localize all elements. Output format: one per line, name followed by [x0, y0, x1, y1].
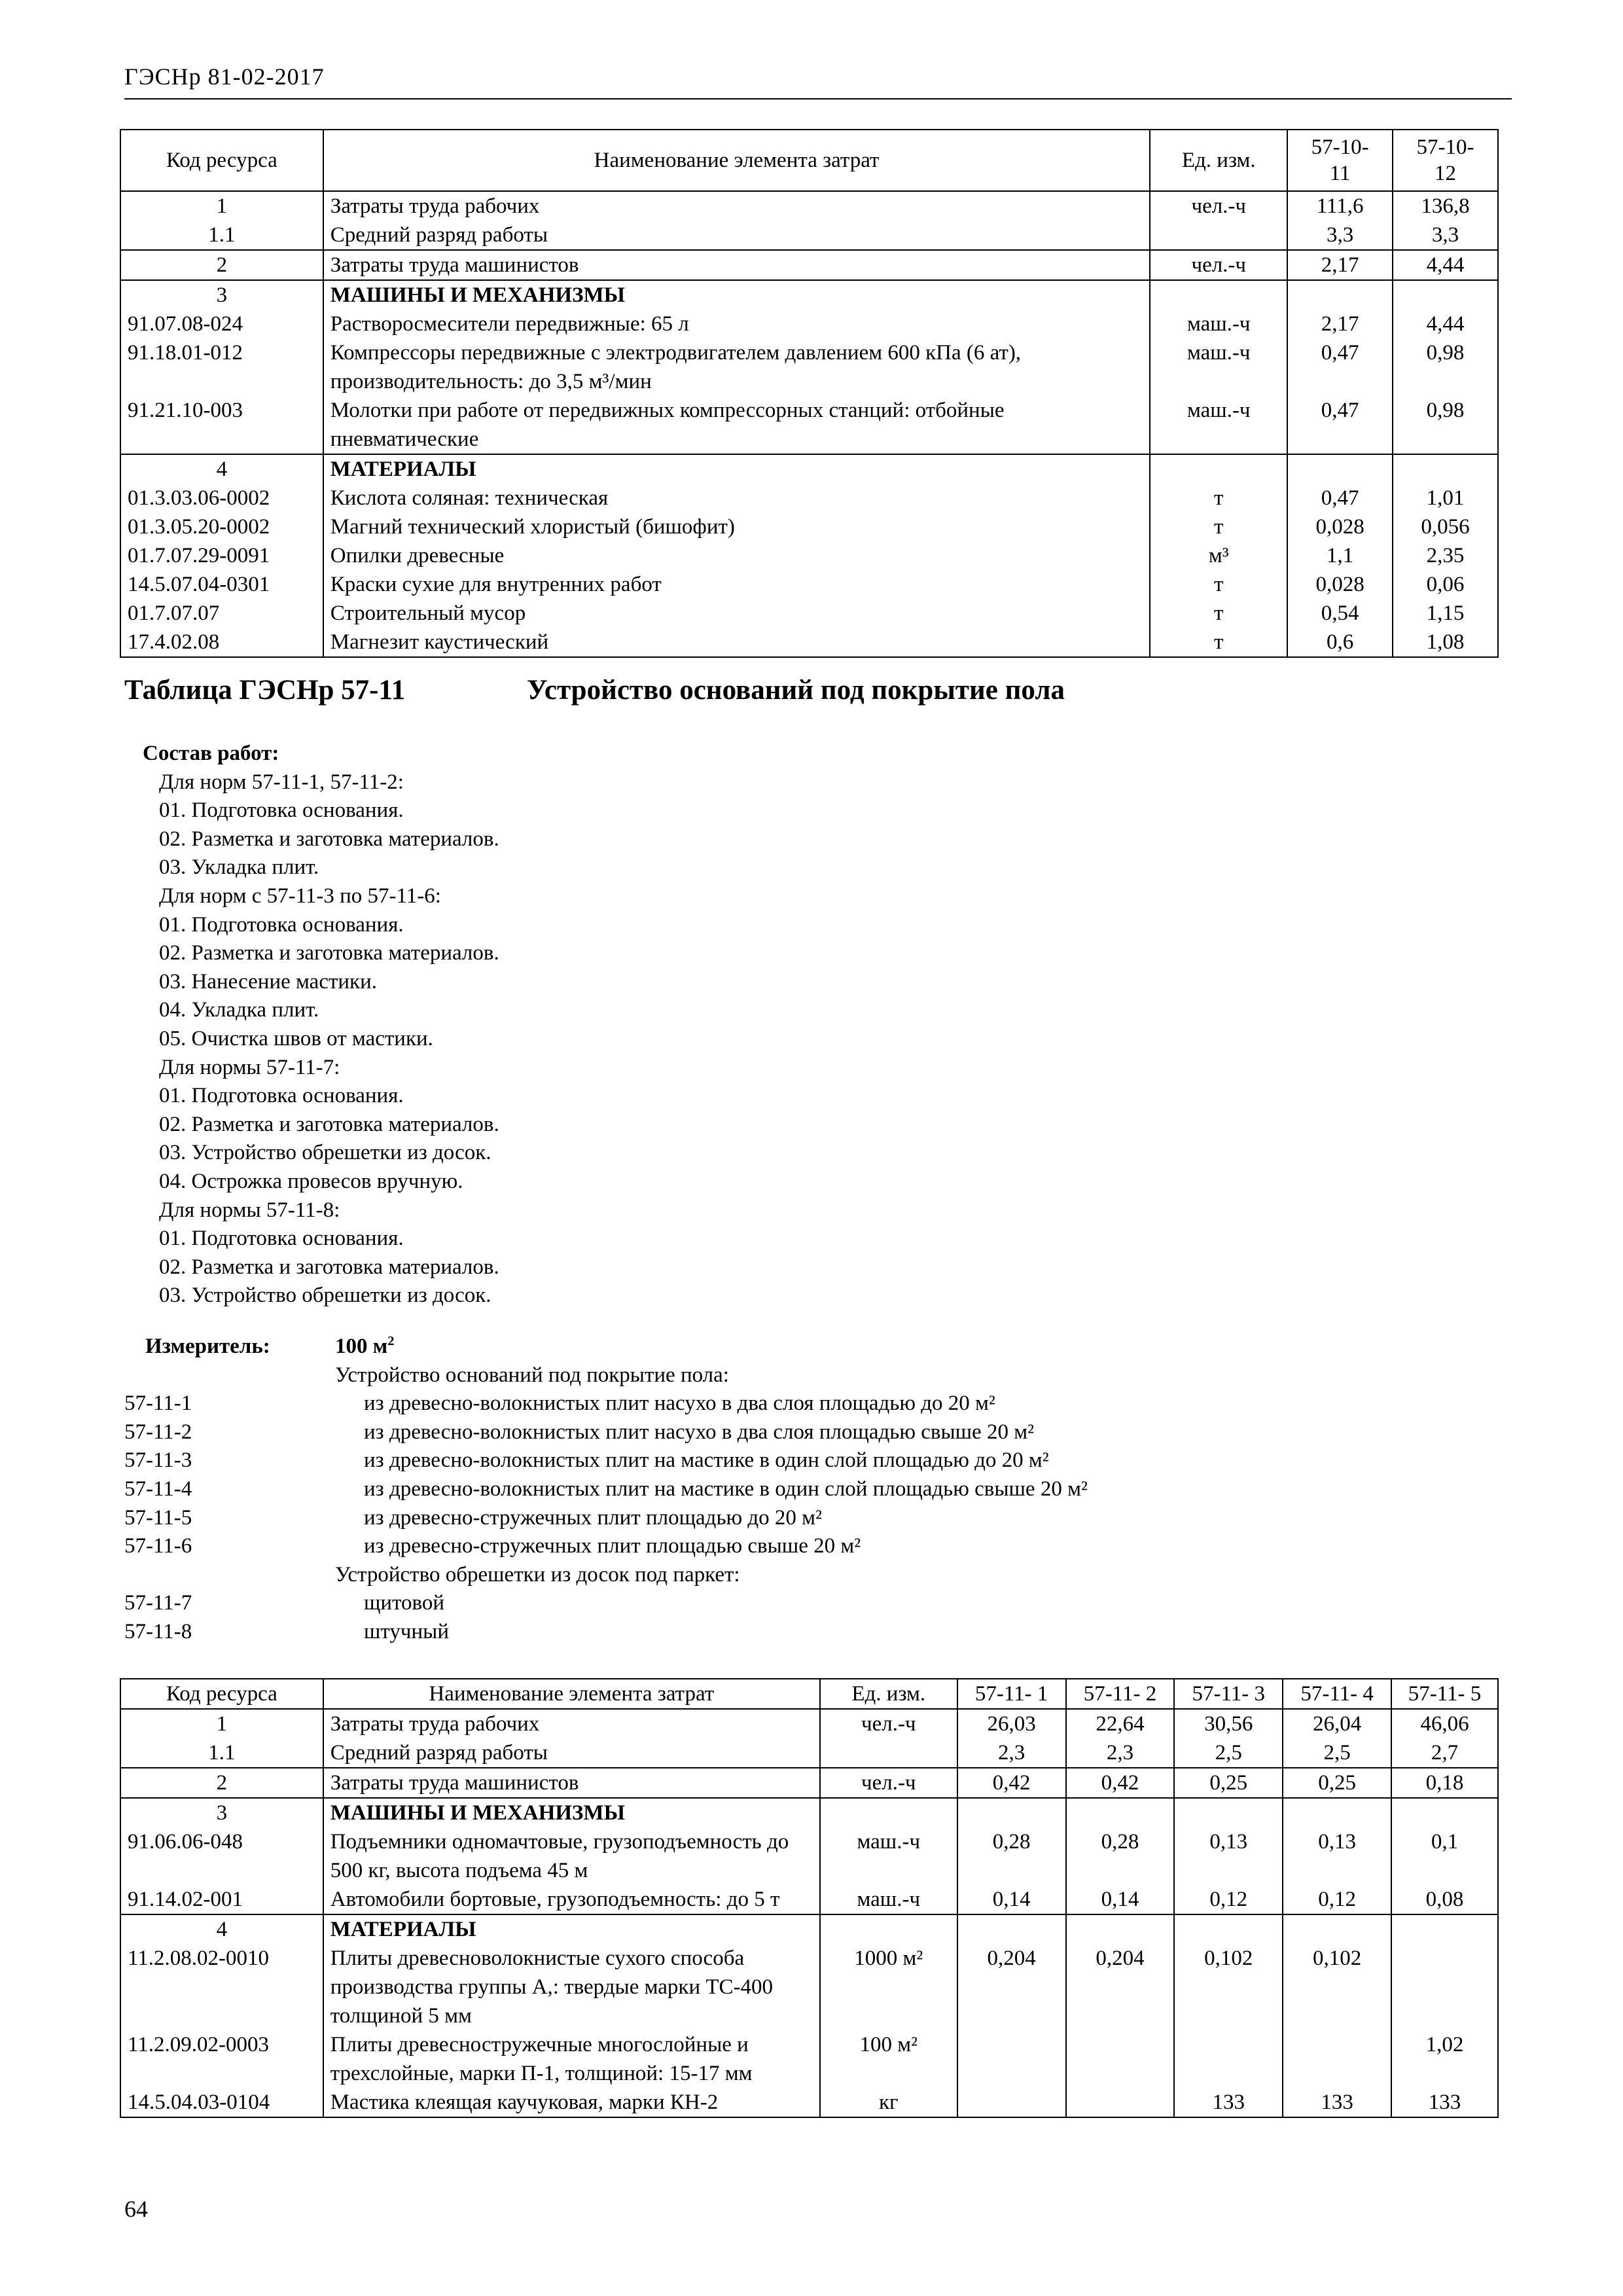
resource-name: МАШИНЫ И МЕХАНИЗМЫ	[323, 1798, 820, 1827]
norm-value: 0,1	[1391, 1827, 1498, 1885]
unit: т	[1150, 512, 1287, 541]
value-57-10-12: 2,35	[1393, 541, 1498, 570]
composition-group-title: Для норм 57-11-1, 57-11-2:	[159, 770, 404, 794]
norm-code: 57-11-5	[124, 1505, 192, 1530]
value-57-10-11: 0,47	[1287, 338, 1393, 396]
resource-code: 3	[120, 1798, 323, 1827]
table-row	[120, 338, 1498, 396]
table-row	[120, 280, 1498, 310]
unit	[820, 1798, 957, 1827]
composition-item: 03. Нанесение мастики.	[159, 969, 377, 994]
unit	[1150, 454, 1287, 484]
norm-code: 57-11-1	[124, 1391, 192, 1416]
norm-value: 133	[1391, 2088, 1498, 2117]
resource-table-57-10	[120, 129, 1499, 658]
norm-row	[124, 1532, 1302, 1561]
value-57-10-11: 0,54	[1287, 599, 1393, 628]
table-row	[120, 628, 1498, 657]
meter-section-title: Устройство оснований под покрытие пола:	[335, 1363, 729, 1387]
resource-code: 01.3.05.20-0002	[120, 512, 323, 541]
table-row	[120, 1738, 1498, 1768]
resource-name: Затраты труда машинистов	[323, 250, 1150, 280]
table-header-row	[120, 1679, 1498, 1709]
norm-row	[124, 1418, 1302, 1447]
composition-item: 03. Укладка плит.	[159, 855, 319, 880]
norm-value: 30,56	[1174, 1709, 1283, 1738]
resource-code: 91.21.10-003	[120, 396, 323, 454]
norm-value: 46,06	[1391, 1709, 1498, 1738]
value-57-10-11: 3,3	[1287, 221, 1393, 250]
table-row	[120, 1798, 1498, 1827]
value-57-10-12: 0,98	[1393, 396, 1498, 454]
unit	[1150, 280, 1287, 310]
resource-code: 4	[120, 1914, 323, 1944]
norm-value: 2,5	[1174, 1738, 1283, 1768]
value-57-10-11	[1287, 454, 1393, 484]
unit: маш.-ч	[820, 1827, 957, 1885]
unit: м³	[1150, 541, 1287, 570]
table-row	[120, 1709, 1498, 1738]
meter-label: Измеритель:	[145, 1335, 270, 1358]
value-57-10-12: 0,056	[1393, 512, 1498, 541]
value-57-10-11: 111,6	[1287, 191, 1393, 221]
value-57-10-11: 2,17	[1287, 310, 1393, 338]
unit: чел.-ч	[1150, 191, 1287, 221]
norm-row	[124, 1475, 1302, 1504]
norm-description: щитовой	[364, 1591, 445, 1615]
norm-value: 0,102	[1174, 1944, 1283, 2030]
norm-description: из древесно-волокнистых плит на мастике в один слой площадью до 20 м²	[364, 1448, 1049, 1473]
norm-value: 1,02	[1391, 2030, 1498, 2088]
resource-name: Подъемники одномачтовые, грузоподъемность до 500 кг, высота подъема 45 м	[323, 1827, 820, 1885]
norm-value: 0,14	[957, 1885, 1066, 1914]
resource-name: Плиты древесноволокнистые сухого способа производства группы А,: твердые марки ТС-400 толщиной 5 мм	[323, 1944, 820, 2030]
col-header: Код ресурса	[120, 130, 323, 191]
norm-value	[1174, 2030, 1283, 2088]
norm-description: штучный	[364, 1619, 449, 1643]
value-57-10-12: 1,01	[1393, 484, 1498, 512]
composition-group-title: Для нормы 57-11-7:	[159, 1055, 340, 1079]
norm-value: 22,64	[1066, 1709, 1175, 1738]
col-header: 57-11- 3	[1174, 1679, 1283, 1709]
composition-item: 01. Подготовка основания.	[159, 798, 404, 823]
norm-code: 57-11-3	[124, 1448, 192, 1473]
composition-group-title: Для норм с 57-11-3 по 57-11-6:	[159, 884, 441, 908]
resource-code: 11.2.08.02-0010	[120, 1944, 323, 2030]
table-title	[124, 674, 1065, 706]
resource-name: Опилки древесные	[323, 541, 1150, 570]
norm-value: 2,3	[957, 1738, 1066, 1768]
resource-name: Затраты труда рабочих	[323, 191, 1150, 221]
norm-value: 0,42	[1066, 1768, 1175, 1798]
norm-value: 0,12	[1283, 1885, 1391, 1914]
resource-code: 1	[120, 1709, 323, 1738]
table-row	[120, 2088, 1498, 2117]
norm-value	[1283, 1914, 1391, 1944]
table-row	[120, 541, 1498, 570]
norm-value	[957, 2088, 1066, 2117]
norm-value	[1066, 1798, 1175, 1827]
unit: т	[1150, 599, 1287, 628]
norm-value: 0,102	[1283, 1944, 1391, 2030]
resource-code: 01.7.07.07	[120, 599, 323, 628]
norm-description: из древесно-волокнистых плит насухо в два слоя площадью свыше 20 м²	[364, 1420, 1034, 1444]
resource-table-57-11	[120, 1678, 1499, 2118]
composition-item: 04. Острожка провесов вручную.	[159, 1169, 463, 1193]
norm-value: 0,28	[1066, 1827, 1175, 1885]
norm-row	[124, 1446, 1302, 1475]
norm-value: 0,25	[1174, 1768, 1283, 1798]
meter-section-row	[124, 1561, 1302, 1590]
norm-value	[1391, 1798, 1498, 1827]
norm-value: 0,12	[1174, 1885, 1283, 1914]
composition-item: 02. Разметка и заготовка материалов.	[159, 941, 499, 965]
norm-value: 133	[1283, 2088, 1391, 2117]
norm-value	[1174, 1798, 1283, 1827]
table-title-label: Таблица ГЭСНр 57-11	[124, 675, 406, 706]
norm-row	[124, 1390, 1302, 1418]
resource-name: Плиты древесностружечные многослойные и трехслойные, марки П-1, толщиной: 15-17 мм	[323, 2030, 820, 2088]
norm-row	[124, 1618, 1302, 1647]
norm-value	[1066, 1914, 1175, 1944]
composition-item: 05. Очистка швов от мастики.	[159, 1026, 433, 1050]
resource-name: Мастика клеящая каучуковая, марки КН-2	[323, 2088, 820, 2117]
resource-name: МАТЕРИАЛЫ	[323, 1914, 820, 1944]
unit: чел.-ч	[820, 1768, 957, 1798]
unit: 100 м²	[820, 2030, 957, 2088]
table-row	[120, 1768, 1498, 1798]
norm-value: 0,204	[957, 1944, 1066, 2030]
meter-section-row	[124, 1361, 1302, 1390]
unit: 1000 м²	[820, 1944, 957, 2030]
table-row	[120, 1944, 1498, 2030]
value-57-10-11	[1287, 280, 1393, 310]
norm-value	[1283, 2030, 1391, 2088]
table-row	[120, 570, 1498, 599]
resource-name: Молотки при работе от передвижных компрессорных станций: отбойные пневматические	[323, 396, 1150, 454]
norm-description: из древесно-стружечных плит площадью свыше 20 м²	[364, 1534, 861, 1558]
norm-code: 57-11-7	[124, 1591, 192, 1615]
norm-value: 0,13	[1283, 1827, 1391, 1885]
col-header: Код ресурса	[120, 1679, 323, 1709]
resource-code: 4	[120, 454, 323, 484]
norm-value: 0,18	[1391, 1768, 1498, 1798]
table-row	[120, 1827, 1498, 1885]
norm-value: 2,5	[1283, 1738, 1391, 1768]
doc-header: ГЭСНр 81-02-2017	[124, 63, 325, 90]
resource-code: 17.4.02.08	[120, 628, 323, 657]
col-header: 57-11- 4	[1283, 1679, 1391, 1709]
resource-code: 3	[120, 280, 323, 310]
unit: маш.-ч	[820, 1885, 957, 1914]
resource-code: 91.18.01-012	[120, 338, 323, 396]
col-header: Ед. изм.	[1150, 130, 1287, 191]
work-composition	[143, 740, 499, 1310]
value-57-10-12: 1,08	[1393, 628, 1498, 657]
value-57-10-11: 0,028	[1287, 512, 1393, 541]
norm-value: 26,03	[957, 1709, 1066, 1738]
norm-code: 57-11-8	[124, 1619, 192, 1643]
unit: т	[1150, 484, 1287, 512]
resource-name: Магний технический хлористый (бишофит)	[323, 512, 1150, 541]
page-number: 64	[124, 2196, 148, 2222]
meter-section-title: Устройство обрешетки из досок под паркет:	[335, 1562, 740, 1587]
table-row	[120, 250, 1498, 280]
unit: т	[1150, 628, 1287, 657]
norm-value: 26,04	[1283, 1709, 1391, 1738]
resource-name: Затраты труда машинистов	[323, 1768, 820, 1798]
table-row	[120, 484, 1498, 512]
resource-name: Компрессоры передвижные с электродвигателем давлением 600 кПа (6 ат), производительность: до 3,5 м³/мин	[323, 338, 1150, 396]
resource-name: Средний разряд работы	[323, 221, 1150, 250]
norm-value	[1066, 2030, 1175, 2088]
unit	[820, 1738, 957, 1768]
resource-name: Затраты труда рабочих	[323, 1709, 820, 1738]
col-header: Ед. изм.	[820, 1679, 957, 1709]
value-57-10-12: 4,44	[1393, 310, 1498, 338]
resource-code: 91.14.02-001	[120, 1885, 323, 1914]
table-header-row	[120, 130, 1498, 191]
norm-value: 0,08	[1391, 1885, 1498, 1914]
composition-item: 03. Устройство обрешетки из досок.	[159, 1283, 491, 1308]
norm-value: 133	[1174, 2088, 1283, 2117]
resource-code: 91.06.06-048	[120, 1827, 323, 1885]
resource-code: 91.07.08-024	[120, 310, 323, 338]
unit: т	[1150, 570, 1287, 599]
resource-code: 1	[120, 191, 323, 221]
composition-item: 02. Разметка и заготовка материалов.	[159, 1112, 499, 1136]
table-row	[120, 599, 1498, 628]
norm-code: 57-11-4	[124, 1477, 192, 1501]
composition-item: 01. Подготовка основания.	[159, 1084, 404, 1108]
col-header: 57-11- 5	[1391, 1679, 1498, 1709]
table-row	[120, 396, 1498, 454]
resource-name: Магнезит каустический	[323, 628, 1150, 657]
composition-item: 04. Укладка плит.	[159, 998, 319, 1022]
table-row	[120, 454, 1498, 484]
value-57-10-12	[1393, 280, 1498, 310]
resource-name: Строительный мусор	[323, 599, 1150, 628]
composition-item: 01. Подготовка основания.	[159, 1227, 404, 1251]
composition-item: 01. Подготовка основания.	[159, 912, 404, 937]
composition-item: 02. Разметка и заготовка материалов.	[159, 827, 499, 851]
resource-name: Автомобили бортовые, грузоподъемность: до 5 т	[323, 1885, 820, 1914]
norm-description: из древесно-волокнистых плит на мастике в один слой площадью свыше 20 м²	[364, 1477, 1088, 1501]
value-57-10-12: 0,06	[1393, 570, 1498, 599]
col-header: 57-10- 11	[1287, 130, 1393, 191]
norm-description: из древесно-стружечных плит площадью до 20 м²	[364, 1505, 822, 1530]
value-57-10-12: 0,98	[1393, 338, 1498, 396]
composition-group-title: Для нормы 57-11-8:	[159, 1198, 340, 1222]
table-row	[120, 221, 1498, 250]
norm-code: 57-11-6	[124, 1534, 192, 1558]
value-57-10-12: 136,8	[1393, 191, 1498, 221]
resource-code: 1.1	[120, 221, 323, 250]
col-header: 57-10- 12	[1393, 130, 1498, 191]
value-57-10-11: 0,028	[1287, 570, 1393, 599]
norm-code: 57-11-2	[124, 1420, 192, 1444]
norm-value: 0,14	[1066, 1885, 1175, 1914]
resource-name: Растворосмесители передвижные: 65 л	[323, 310, 1150, 338]
resource-code: 01.7.07.29-0091	[120, 541, 323, 570]
meter-block	[124, 1333, 1302, 1647]
value-57-10-12: 1,15	[1393, 599, 1498, 628]
table-row	[120, 1885, 1498, 1914]
value-57-10-12	[1393, 454, 1498, 484]
table-row	[120, 1914, 1498, 1944]
col-header: Наименование элемента затрат	[323, 130, 1150, 191]
unit	[820, 1914, 957, 1944]
norm-value: 0,28	[957, 1827, 1066, 1885]
unit: чел.-ч	[820, 1709, 957, 1738]
norm-description: из древесно-волокнистых плит насухо в два слоя площадью до 20 м²	[364, 1391, 995, 1416]
resource-code: 11.2.09.02-0003	[120, 2030, 323, 2088]
unit: маш.-ч	[1150, 310, 1287, 338]
norm-value: 0,25	[1283, 1768, 1391, 1798]
norm-value	[1174, 1914, 1283, 1944]
meter-value: 100 $м^2$	[335, 1334, 395, 1358]
resource-code: 01.3.03.06-0002	[120, 484, 323, 512]
value-57-10-11: 2,17	[1287, 250, 1393, 280]
resource-code: 2	[120, 1768, 323, 1798]
table-row	[120, 191, 1498, 221]
resource-name: Краски сухие для внутренних работ	[323, 570, 1150, 599]
resource-name: Средний разряд работы	[323, 1738, 820, 1768]
norm-value	[1391, 1944, 1498, 2030]
resource-code: 14.5.04.03-0104	[120, 2088, 323, 2117]
table-row	[120, 512, 1498, 541]
norm-value	[957, 1798, 1066, 1827]
table-title-name: Устройство оснований под покрытие пола	[527, 675, 1065, 706]
norm-value: 2,3	[1066, 1738, 1175, 1768]
norm-value	[957, 2030, 1066, 2088]
unit: маш.-ч	[1150, 396, 1287, 454]
unit: чел.-ч	[1150, 250, 1287, 280]
norm-value	[1066, 2088, 1175, 2117]
norm-value: 2,7	[1391, 1738, 1498, 1768]
col-header: 57-11- 2	[1066, 1679, 1175, 1709]
col-header: Наименование элемента затрат	[323, 1679, 820, 1709]
composition-item: 02. Разметка и заготовка материалов.	[159, 1255, 499, 1279]
resource-name: МАШИНЫ И МЕХАНИЗМЫ	[323, 280, 1150, 310]
table-row	[120, 310, 1498, 338]
value-57-10-11: 0,47	[1287, 484, 1393, 512]
norm-value: 0,42	[957, 1768, 1066, 1798]
unit: маш.-ч	[1150, 338, 1287, 396]
value-57-10-12: 4,44	[1393, 250, 1498, 280]
composition-item: 03. Устройство обрешетки из досок.	[159, 1141, 491, 1165]
value-57-10-12: 3,3	[1393, 221, 1498, 250]
composition-heading: Состав работ:	[143, 742, 279, 765]
norm-value: 0,13	[1174, 1827, 1283, 1885]
resource-name: МАТЕРИАЛЫ	[323, 454, 1150, 484]
resource-name: Кислота соляная: техническая	[323, 484, 1150, 512]
resource-code: 1.1	[120, 1738, 323, 1768]
unit: кг	[820, 2088, 957, 2117]
value-57-10-11: 1,1	[1287, 541, 1393, 570]
resource-code: 2	[120, 250, 323, 280]
norm-row	[124, 1504, 1302, 1533]
header-rule	[124, 98, 1512, 99]
norm-value: 0,204	[1066, 1944, 1175, 2030]
col-header: 57-11- 1	[957, 1679, 1066, 1709]
table-row	[120, 2030, 1498, 2088]
value-57-10-11: 0,6	[1287, 628, 1393, 657]
unit	[1150, 221, 1287, 250]
value-57-10-11: 0,47	[1287, 396, 1393, 454]
resource-code: 14.5.07.04-0301	[120, 570, 323, 599]
norm-value	[957, 1914, 1066, 1944]
norm-row	[124, 1589, 1302, 1618]
norm-value	[1391, 1914, 1498, 1944]
norm-value	[1283, 1798, 1391, 1827]
